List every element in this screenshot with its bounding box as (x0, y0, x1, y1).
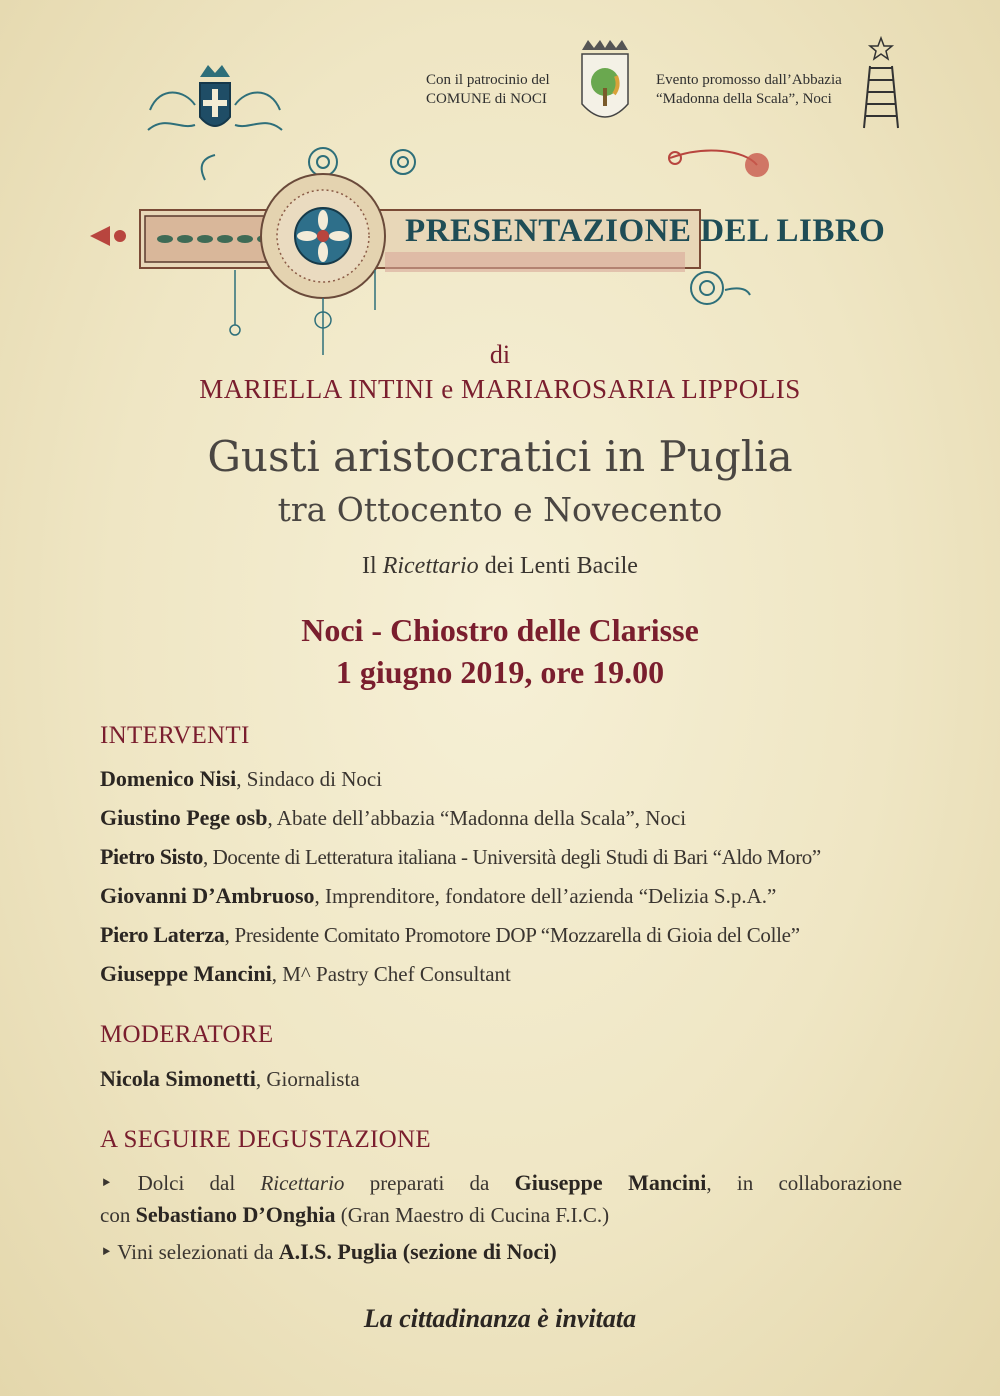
text-part: (Gran Maestro di Cucina F.I.C.) (340, 1203, 610, 1227)
headline: PRESENTAZIONE DEL LIBRO (405, 213, 886, 249)
speaker-role: , Imprenditore, fondatore dell’azienda “Delizia S.p.A.” (314, 884, 777, 908)
degustazione-item-1-line-1 (100, 1170, 902, 1196)
speaker-role: , Presidente Comitato Promotore DOP “Mozzarella di Gioia del Colle” (224, 923, 800, 947)
text-part: Dolci dal (137, 1171, 236, 1195)
text-part: con (100, 1203, 131, 1227)
royal-coat-of-arms-icon (140, 55, 290, 150)
speaker-role: , Abate dell’abbazia “Madonna della Scala”, Noci (267, 806, 687, 830)
degustazione-item-1-line-2 (100, 1202, 902, 1228)
text-part: preparati da (369, 1171, 490, 1195)
book-note (0, 553, 1000, 580)
invitation-line: La cittadinanza è invitata (363, 1304, 637, 1333)
by-label: di (489, 340, 511, 369)
speaker-role: , Sindaco di Noci (236, 767, 383, 791)
moderator-role: , Giornalista (255, 1067, 360, 1091)
text-bold: Sebastiano D’Onghia (135, 1202, 336, 1227)
text-bold: A.I.S. Puglia (sezione di Noci) (278, 1239, 557, 1264)
note-italic: Ricettario (382, 553, 479, 579)
moderator (100, 1066, 360, 1092)
promoter-line2: “Madonna della Scala”, Noci (656, 91, 832, 107)
abbey-ladder-star-icon (858, 36, 904, 132)
speaker-name: Giuseppe Mancini (100, 961, 272, 986)
ornamental-frame-icon (85, 140, 785, 365)
speaker-1 (100, 766, 382, 792)
patronage-text (426, 71, 550, 109)
text-bold: Giuseppe Mancini (514, 1170, 707, 1195)
text-italic: Ricettario (260, 1171, 345, 1195)
speaker-6 (100, 961, 511, 987)
moderatore-heading: MODERATORE (100, 1021, 274, 1048)
patronage-line1: Con il patrocinio del (426, 72, 550, 88)
promoter-line1: Evento promosso dall’Abbazia (656, 72, 842, 88)
speaker-name: Giovanni D’Ambruoso (100, 883, 315, 908)
promoter-text (656, 71, 842, 109)
interventi-heading: INTERVENTI (100, 722, 250, 749)
speaker-4 (100, 883, 776, 909)
speaker-role: , Docente di Letteratura italiana - Università degli Studi di Bari “Aldo Moro” (202, 845, 821, 869)
book-subtitle: tra Ottocento e Novecento (277, 490, 723, 529)
speaker-2 (100, 805, 686, 831)
speaker-name: Giustino Pege osb (100, 805, 268, 830)
note-suffix: dei Lenti Bacile (484, 553, 638, 579)
speaker-name: Piero Laterza (100, 922, 225, 947)
event-datetime: 1 giugno 2019, ore 19.00 (335, 654, 665, 690)
event-place: Noci - Chiostro delle Clarisse (301, 612, 699, 648)
speaker-5 (100, 922, 800, 948)
speaker-3 (100, 844, 821, 870)
moderator-name: Nicola Simonetti (100, 1066, 256, 1091)
authors: MARIELLA INTINI e MARIAROSARIA LIPPOLIS (199, 374, 801, 404)
speaker-role: , M^ Pastry Chef Consultant (271, 962, 511, 986)
text-part: , in collaborazione (706, 1171, 903, 1195)
patronage-line2: COMUNE di NOCI (426, 91, 547, 107)
book-title: Gusti aristocratici in Puglia (207, 432, 793, 481)
speaker-name: Pietro Sisto (100, 844, 203, 869)
bullet-icon: ‣ (100, 1171, 113, 1195)
bullet-icon: ‣ (100, 1240, 113, 1264)
speaker-name: Domenico Nisi (100, 766, 237, 791)
degustazione-item-2 (100, 1239, 902, 1265)
text-part: Vini selezionati da (117, 1240, 274, 1264)
note-prefix: Il (362, 553, 377, 579)
degustazione-heading: A SEGUIRE DEGUSTAZIONE (100, 1126, 431, 1153)
comune-shield-icon (578, 38, 632, 130)
